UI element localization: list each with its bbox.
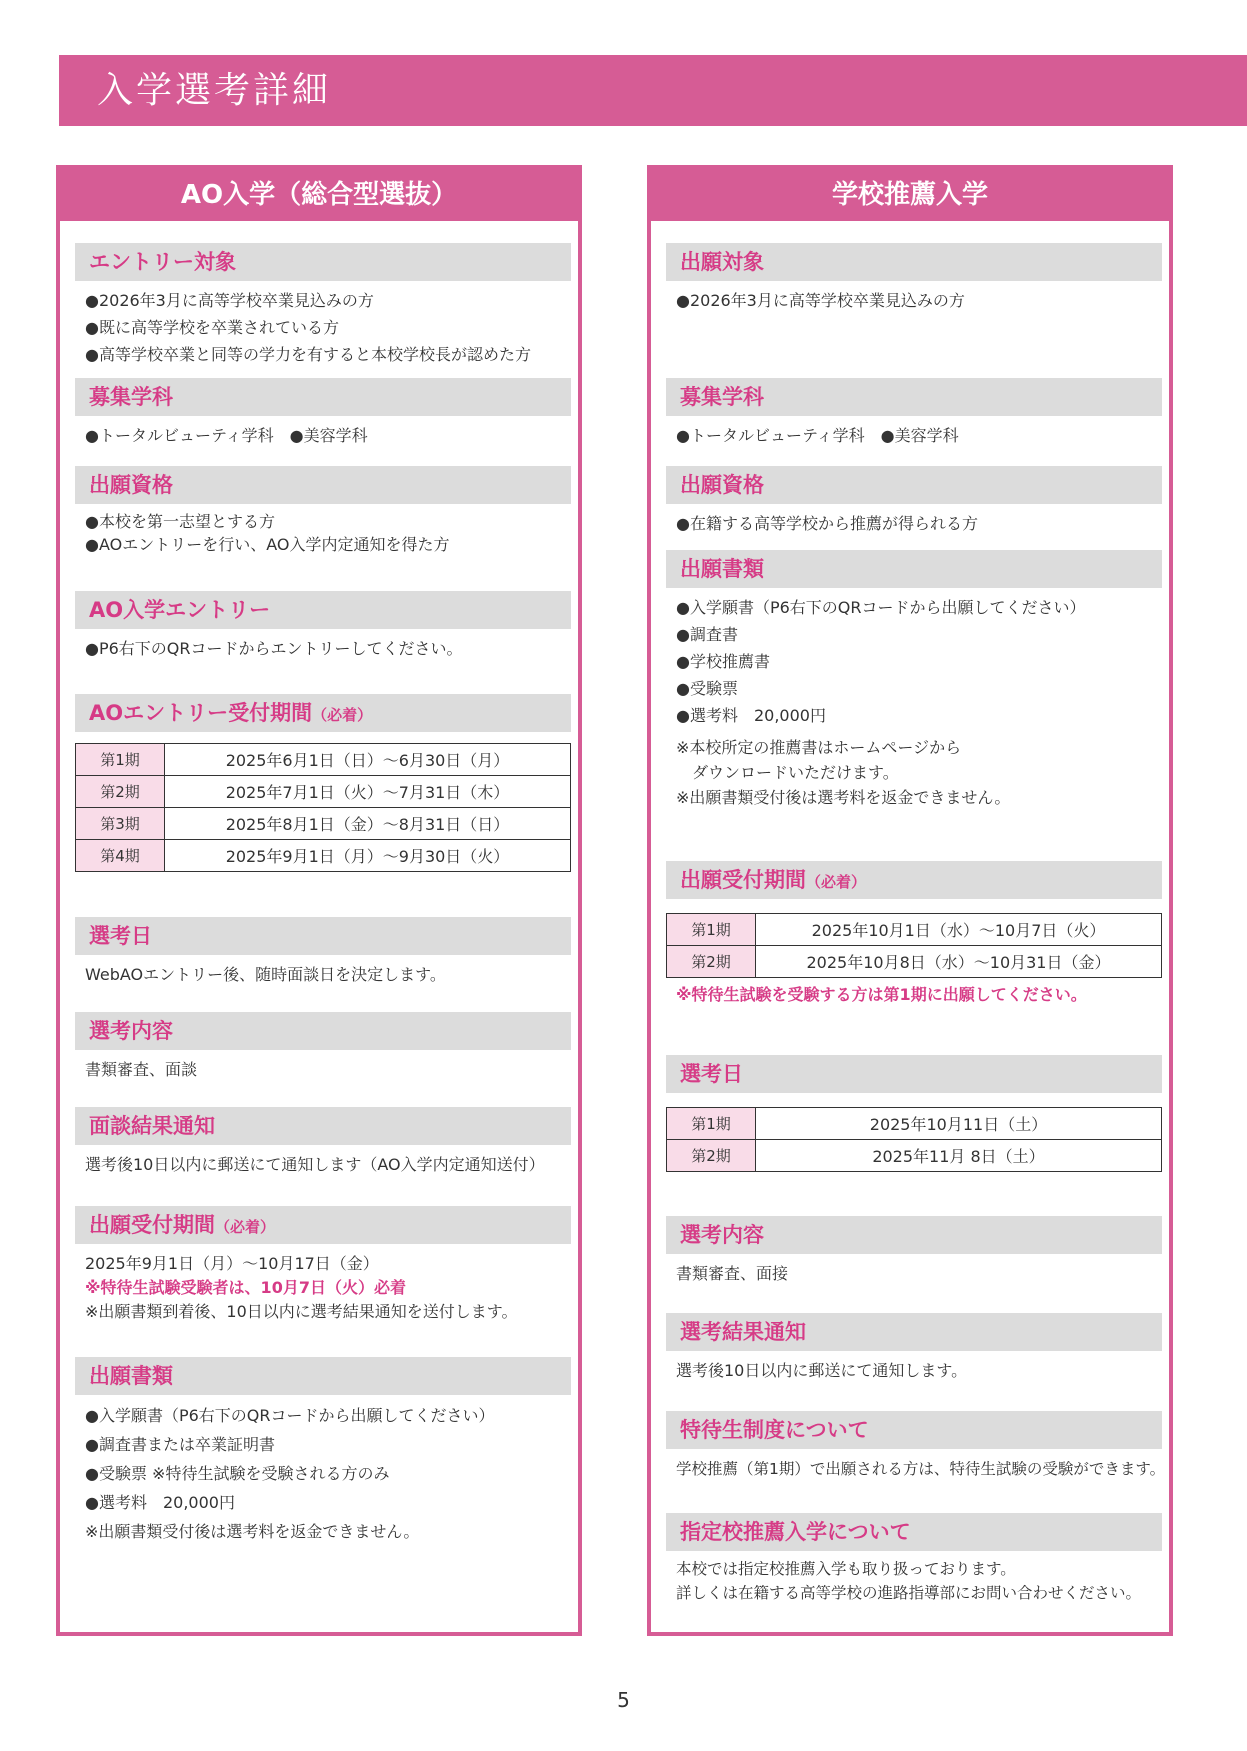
- table-row: 第4期 2025年9月1日（月）～9月30日（火）: [76, 840, 571, 872]
- list-item: ●2026年3月に高等学校卒業見込みの方: [85, 291, 374, 310]
- page-title: 入学選考詳細: [97, 70, 332, 111]
- sr-target-text: ●2026年3月に高等学校卒業見込みの方: [676, 291, 965, 310]
- ao-entry-target-heading: エントリー対象: [75, 243, 571, 281]
- sr-exam-date-table: [666, 1107, 1162, 1172]
- ao-interview-result-heading: 面談結果通知: [75, 1107, 571, 1145]
- ao-qualification-heading: 出願資格: [75, 466, 571, 504]
- ao-application-period-text: 2025年9月1日（月）～10月17日（金） ※特待生試験受験者は、10月7日（火）必着 ※出願書類到着後、10日以内に選考結果通知を送付します。: [85, 1254, 518, 1321]
- ao-interview-result-text: 選考後10日以内に郵送にて通知します（AO入学内定通知送付）: [85, 1155, 545, 1174]
- list-item: ●学校推薦書: [676, 652, 770, 671]
- ao-panel-title: AO入学（総合型選抜）: [60, 169, 578, 221]
- ao-exam-content-text: 書類審査、面談: [85, 1060, 198, 1079]
- table-row: 第2期 2025年11月 8日（土）: [667, 1140, 1162, 1172]
- ao-exam-date-heading: 選考日: [75, 917, 571, 955]
- ao-entry-period-heading: AOエントリー受付期間（必着）: [75, 694, 571, 732]
- sr-documents-list: [676, 594, 1086, 729]
- list-item: ●入学願書（P6右下のQRコードから出願してください）: [85, 1406, 495, 1425]
- list-item: ●調査書または卒業証明書: [85, 1435, 275, 1454]
- table-row: 第1期 2025年6月1日（日）～6月30日（月）: [76, 744, 571, 776]
- list-item: ●選考料 20,000円: [85, 1493, 235, 1512]
- sr-documents-notes: ※本校所定の推薦書はホームページから ダウンロードいただけます。 ※出願書類受付後は選考料を返金できません。: [676, 738, 1011, 807]
- ao-documents-list: [85, 1401, 495, 1546]
- list-item: ●受験票: [676, 679, 738, 698]
- ao-qualification-list: [85, 510, 449, 556]
- sr-target-heading: 出願対象: [666, 243, 1162, 281]
- sr-exam-content-heading: 選考内容: [666, 1216, 1162, 1254]
- ao-exam-date-text: WebAOエントリー後、随時面談日を決定します。: [85, 965, 446, 984]
- sr-application-period-remark: ※特待生試験を受験する方は第1期に出願してください。: [676, 985, 1087, 1004]
- ao-entry-text: ●P6右下のQRコードからエントリーしてください。: [85, 639, 463, 658]
- table-row: 第3期 2025年8月1日（金）～8月31日（日）: [76, 808, 571, 840]
- ao-departments-heading: 募集学科: [75, 378, 571, 416]
- page-number: 5: [617, 1688, 630, 1712]
- sr-scholarship-heading: 特待生制度について: [666, 1411, 1162, 1449]
- list-item: ●高等学校卒業と同等の学力を有すると本校学校長が認めた方: [85, 345, 531, 364]
- ao-entry-heading: AO入学エントリー: [75, 591, 571, 629]
- sr-exam-content-text: 書類審査、面接: [676, 1264, 789, 1283]
- table-row: 第1期 2025年10月1日（水）～10月7日（火）: [667, 914, 1162, 946]
- ao-entry-period-table: [75, 743, 571, 872]
- list-item: ●本校を第一志望とする方: [85, 512, 275, 531]
- list-item: ●調査書: [676, 625, 738, 644]
- sr-departments-text: ●トータルビューティ学科 ●美容学科: [676, 426, 959, 445]
- ao-documents-heading: 出願書類: [75, 1357, 571, 1395]
- sr-result-text: 選考後10日以内に郵送にて通知します。: [676, 1361, 968, 1380]
- list-item: ※出願書類受付後は選考料を返金できません。: [85, 1522, 420, 1541]
- sr-documents-heading: 出願書類: [666, 550, 1162, 588]
- sr-designated-text: 本校では指定校推薦入学も取り扱っております。 詳しくは在籍する高等学校の進路指導部にお問い合わせください。: [676, 1560, 1142, 1602]
- page-header: [59, 55, 1247, 126]
- list-item: ●既に高等学校を卒業されている方: [85, 318, 339, 337]
- sr-application-period-table: [666, 913, 1162, 978]
- list-item: ●受験票 ※特待生試験を受験される方のみ: [85, 1464, 390, 1483]
- ao-admission-panel: [56, 165, 582, 1636]
- list-item: ●選考料 20,000円: [676, 706, 826, 725]
- sr-qualification-heading: 出願資格: [666, 466, 1162, 504]
- ao-entry-target-list: [85, 287, 531, 368]
- sr-designated-heading: 指定校推薦入学について: [666, 1513, 1162, 1551]
- table-row: 第1期 2025年10月11日（土）: [667, 1108, 1162, 1140]
- school-recommendation-panel: [647, 165, 1173, 1636]
- sr-departments-heading: 募集学科: [666, 378, 1162, 416]
- sr-qualification-text: ●在籍する高等学校から推薦が得られる方: [676, 514, 978, 533]
- table-row: 第2期 2025年7月1日（火）～7月31日（木）: [76, 776, 571, 808]
- sr-exam-date-heading: 選考日: [666, 1055, 1162, 1093]
- table-row: 第2期 2025年10月8日（水）～10月31日（金）: [667, 946, 1162, 978]
- sr-scholarship-text: 学校推薦（第1期）で出願される方は、特待生試験の受験ができます。: [676, 1460, 1166, 1478]
- list-item: ●AOエントリーを行い、AO入学内定通知を得た方: [85, 535, 450, 554]
- ao-departments-text: ●トータルビューティ学科 ●美容学科: [85, 426, 368, 445]
- sr-panel-title: 学校推薦入学: [651, 169, 1169, 221]
- scholarship-deadline-note: ※特待生試験受験者は、10月7日（火）必着: [85, 1278, 406, 1297]
- list-item: ●入学願書（P6右下のQRコードから出願してください）: [676, 598, 1086, 617]
- ao-application-period-heading: 出願受付期間（必着）: [75, 1206, 571, 1244]
- ao-exam-content-heading: 選考内容: [75, 1012, 571, 1050]
- sr-application-period-heading: 出願受付期間（必着）: [666, 861, 1162, 899]
- sr-result-heading: 選考結果通知: [666, 1313, 1162, 1351]
